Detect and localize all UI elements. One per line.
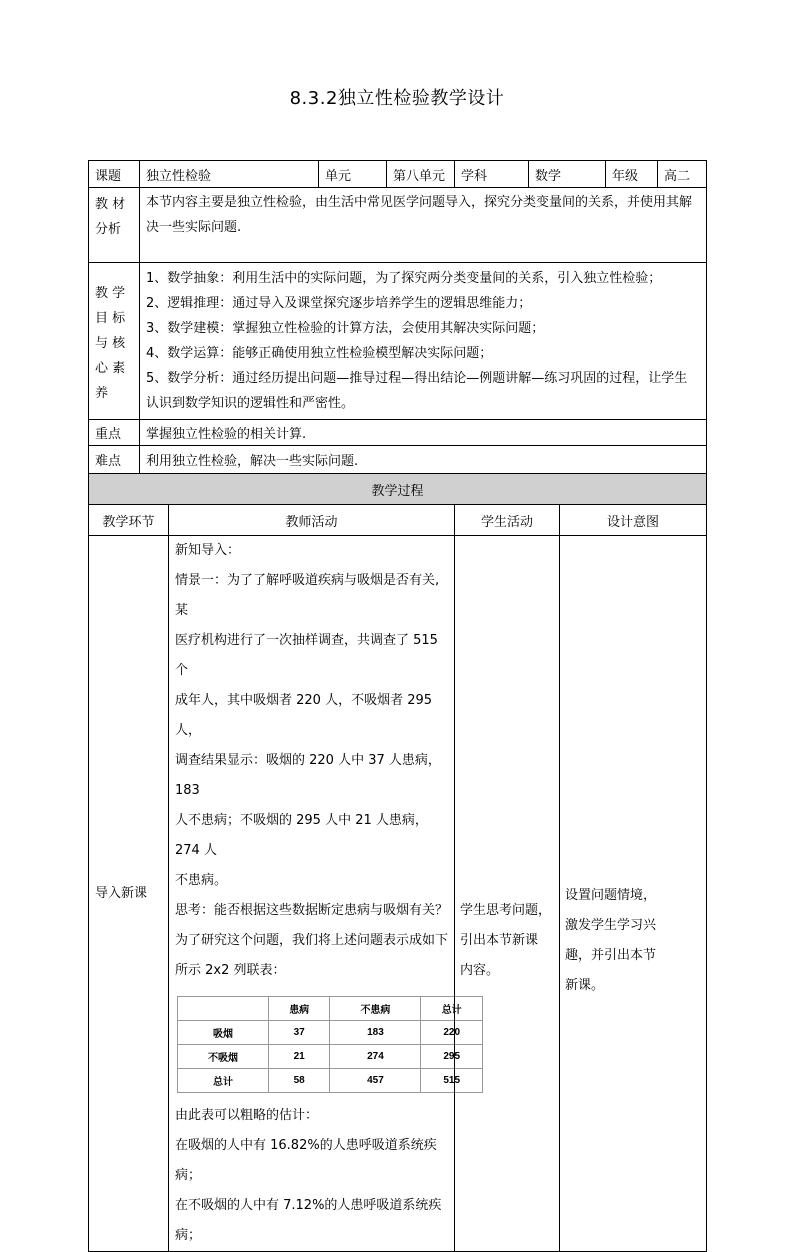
contingency-row bbox=[178, 1021, 483, 1045]
contingency-cell: 37 bbox=[268, 1021, 330, 1045]
teacher-line: 新知导入： bbox=[175, 543, 241, 558]
unit-value: 第八单元 bbox=[387, 161, 455, 188]
teacher-line: 不患病。 bbox=[175, 873, 228, 888]
goal-item: 5、数学分析：通过经历提出问题—推导过程—得出结论—例题讲解—练习巩固的过程，让学生认识到数学知识的逻辑性和严密性。 bbox=[146, 371, 688, 411]
design-intent bbox=[560, 536, 707, 1252]
difficulty-text: 利用独立性检验，解决一些实际问题. bbox=[140, 446, 707, 474]
contingency-cell: 274 bbox=[330, 1045, 421, 1069]
contingency-cell: 总计 bbox=[421, 997, 483, 1021]
col-stage: 教学环节 bbox=[89, 505, 169, 536]
contingency-cell: 不吸烟 bbox=[178, 1045, 269, 1069]
goals-list bbox=[140, 263, 707, 420]
subject-label: 学科 bbox=[455, 161, 529, 188]
difficulty-row bbox=[89, 446, 707, 474]
design-line: 新课。 bbox=[565, 978, 605, 993]
contingency-cell: 58 bbox=[268, 1069, 330, 1093]
teacher-line: 在不吸烟的人中有 7.12%的人患呼吸道系统疾病； bbox=[175, 1198, 442, 1243]
goals-label bbox=[89, 263, 140, 420]
goal-item: 1、数学抽象：利用生活中的实际问题，为了探究两分类变量间的关系，引入独立性检验； bbox=[146, 271, 662, 286]
process-title-row bbox=[89, 474, 707, 505]
difficulty-label: 难点 bbox=[89, 446, 140, 474]
grade-label: 年级 bbox=[606, 161, 658, 188]
goals-label-line: 教 学 bbox=[95, 285, 126, 301]
goals-label-line: 心 素 bbox=[95, 360, 126, 376]
contingency-cell: 457 bbox=[330, 1069, 421, 1093]
contingency-cell: 515 bbox=[421, 1069, 483, 1093]
goals-row bbox=[89, 263, 707, 420]
process-header-row bbox=[89, 505, 707, 536]
contingency-cell bbox=[178, 997, 269, 1021]
stage-cell: 导入新课 bbox=[89, 536, 169, 1252]
teacher-line: 在吸烟的人中有 16.82%的人患呼吸道系统疾病； bbox=[175, 1138, 437, 1183]
contingency-table bbox=[177, 996, 483, 1093]
teacher-activity bbox=[169, 536, 462, 1252]
teacher-line: 成年人，其中吸烟者 220 人，不吸烟者 295 人， bbox=[175, 693, 433, 738]
header-row bbox=[89, 161, 707, 188]
contingency-header-row bbox=[178, 997, 483, 1021]
design-line: 设置问题情境， bbox=[565, 888, 657, 903]
grade-value: 高二 bbox=[658, 161, 707, 188]
contingency-cell: 不患病 bbox=[330, 997, 421, 1021]
teacher-line: 医疗机构进行了一次抽样调查，共调查了 515 个 bbox=[175, 633, 438, 678]
goal-item: 2、逻辑推理：通过导入及课堂探究逐步培养学生的逻辑思维能力； bbox=[146, 296, 532, 311]
student-line: 学生思考问题， bbox=[460, 903, 552, 918]
process-body-row bbox=[89, 536, 707, 1252]
key-point-label: 重点 bbox=[89, 420, 140, 446]
col-teacher: 教师活动 bbox=[169, 505, 455, 536]
student-line: 引出本节新课 bbox=[460, 933, 539, 948]
contingency-cell: 183 bbox=[330, 1021, 421, 1045]
goals-label-line: 与 核 bbox=[95, 335, 126, 351]
contingency-cell: 患病 bbox=[268, 997, 330, 1021]
key-point-row bbox=[89, 420, 707, 446]
topic-value: 独立性检验 bbox=[140, 161, 319, 188]
process-title: 教学过程 bbox=[89, 474, 707, 505]
subject-value: 数学 bbox=[529, 161, 606, 188]
contingency-cell: 21 bbox=[268, 1045, 330, 1069]
analysis-text: 本节内容主要是独立性检验，由生活中常见医学问题导入，探究分类变量间的关系，并使用其解决一些实际问题. bbox=[140, 188, 707, 263]
contingency-row bbox=[178, 1069, 483, 1093]
teacher-line: 为了研究这个问题，我们将上述问题表示成如下 bbox=[175, 933, 449, 948]
col-student: 学生活动 bbox=[455, 505, 560, 536]
contingency-cell: 220 bbox=[421, 1021, 483, 1045]
teacher-line: 调查结果显示：吸烟的 220 人中 37 人患病， 183 bbox=[175, 753, 441, 798]
goals-label-line: 目 标 bbox=[95, 310, 126, 326]
contingency-row bbox=[178, 1045, 483, 1069]
analysis-label-line: 分析 bbox=[95, 222, 122, 237]
key-point-text: 掌握独立性检验的相关计算. bbox=[140, 420, 707, 446]
analysis-label bbox=[89, 188, 140, 263]
teacher-line: 所示 2x2 列联表： bbox=[175, 963, 286, 978]
page-title: 8.3.2独立性检验教学设计 bbox=[289, 88, 505, 109]
contingency-cell: 吸烟 bbox=[178, 1021, 269, 1045]
topic-label: 课题 bbox=[89, 161, 140, 188]
goal-item: 3、数学建模：掌握独立性检验的计算方法，会使用其解决实际问题； bbox=[146, 321, 545, 336]
teacher-line: 思考：能否根据这些数据断定患病与吸烟有关？ bbox=[175, 903, 449, 918]
contingency-cell: 295 bbox=[421, 1045, 483, 1069]
unit-label: 单元 bbox=[319, 161, 387, 188]
teacher-line: 人不患病；不吸烟的 295 人中 21 人患病， 274 人 bbox=[175, 813, 428, 858]
student-line: 内容。 bbox=[460, 963, 500, 978]
lesson-plan-table bbox=[88, 160, 707, 1252]
design-line: 趣，并引出本节 bbox=[565, 948, 657, 963]
analysis-row bbox=[89, 188, 707, 263]
goal-item: 4、数学运算：能够正确使用独立性检验模型解决实际问题； bbox=[146, 346, 493, 361]
design-line: 激发学生学习兴 bbox=[565, 918, 657, 933]
col-design: 设计意图 bbox=[560, 505, 707, 536]
teacher-line: 情景一：为了了解呼吸道疾病与吸烟是否有关,某 bbox=[175, 573, 440, 618]
student-activity bbox=[455, 536, 560, 1252]
contingency-cell: 总计 bbox=[178, 1069, 269, 1093]
teacher-line: 由此表可以粗略的估计： bbox=[175, 1108, 319, 1123]
goals-label-line: 养 bbox=[95, 385, 109, 401]
analysis-label-line: 教 材 bbox=[95, 197, 126, 212]
